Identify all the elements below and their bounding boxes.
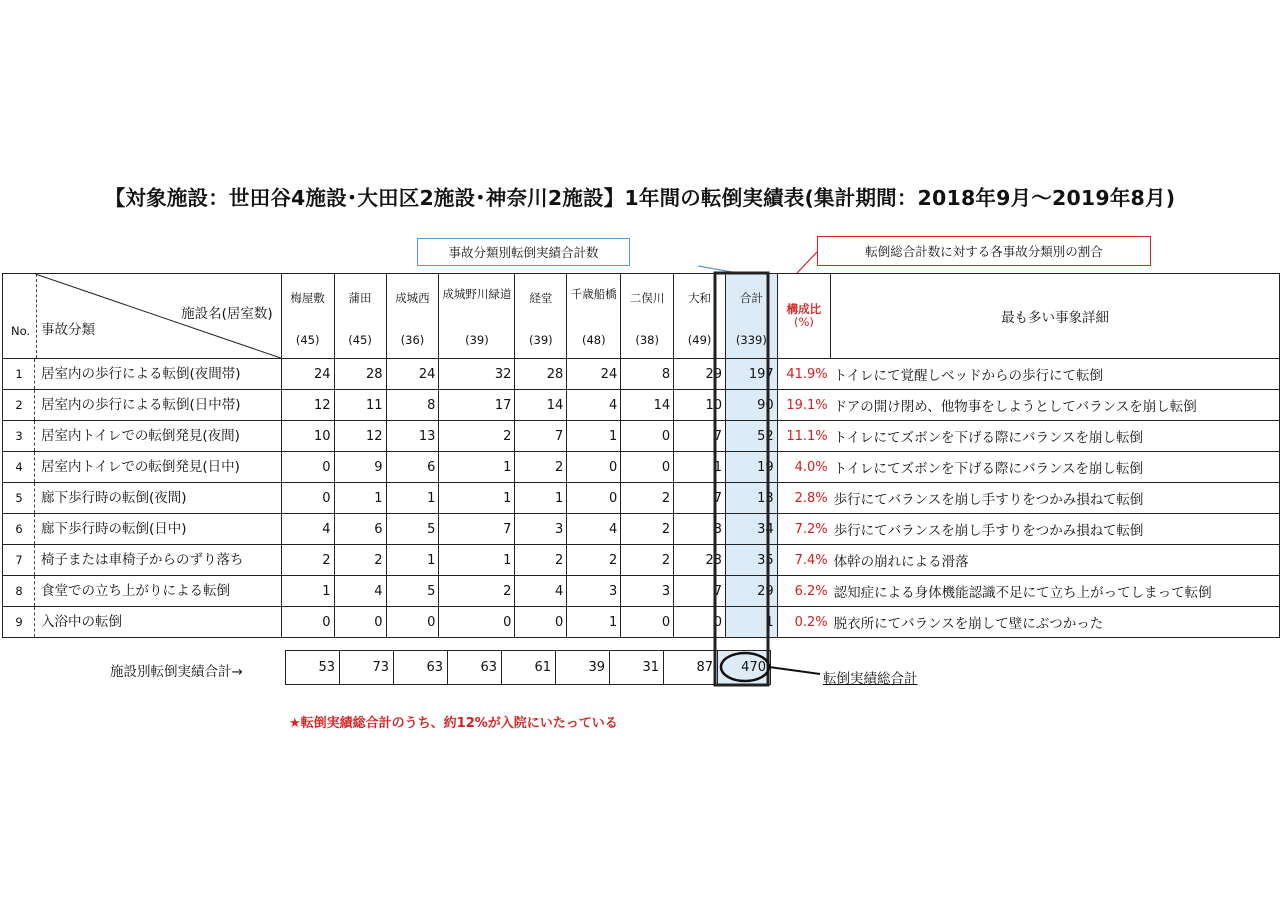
row-no: 6: [6, 514, 35, 544]
facility-count-cell: 24: [567, 359, 621, 390]
facility-count-cell: 0: [334, 607, 386, 638]
facility-count-cell: 24: [386, 359, 439, 390]
facility-count-cell: 24: [281, 359, 334, 390]
sum-rooms: (339): [735, 332, 767, 347]
row-no: 8: [6, 576, 35, 606]
facility-count-cell: 5: [386, 576, 439, 607]
facility-count-cell: 13: [386, 421, 439, 452]
facility-count-cell: 7: [674, 421, 726, 452]
facility-count-cell: 28: [515, 359, 567, 390]
facility-count-cell: 1: [439, 452, 515, 483]
table-row: [3, 359, 1280, 390]
facility-count-cell: 0: [386, 607, 439, 638]
facility-rooms: (45): [295, 332, 320, 347]
no-column-divider: [36, 274, 37, 358]
row-detail-cell: トイレにてズボンを下げる際にバランスを崩し転倒: [831, 421, 1280, 452]
facility-count-cell: 32: [439, 359, 515, 390]
facility-count-cell: 3: [674, 514, 726, 545]
row-category: 居室内トイレでの転倒発見(日中): [41, 459, 240, 475]
row-ratio-cell: 41.9%: [777, 359, 830, 390]
row-detail-cell: トイレにてズボンを下げる際にバランスを崩し転倒: [831, 452, 1280, 483]
facility-count-cell: 1: [439, 545, 515, 576]
row-no: 9: [6, 607, 35, 637]
row-ratio-cell: 19.1%: [777, 390, 830, 421]
facility-count-cell: 7: [515, 421, 567, 452]
facility-total-cell: 63: [394, 651, 448, 685]
facility-count-cell: 0: [621, 452, 674, 483]
facility-total-cell: 39: [556, 651, 610, 685]
facility-count-cell: 1: [386, 483, 439, 514]
row-ratio-cell: 7.4%: [777, 545, 830, 576]
facility-name: 成城西: [395, 290, 430, 305]
facility-count-cell: 2: [621, 483, 674, 514]
facility-count-cell: 0: [621, 607, 674, 638]
table-row: [3, 607, 1280, 638]
table-row: [3, 514, 1280, 545]
facility-count-cell: 28: [334, 359, 386, 390]
facility-count-cell: 7: [674, 483, 726, 514]
row-sum-cell: 13: [726, 483, 778, 514]
facility-rooms: (36): [400, 332, 425, 347]
facility-name: 蒲田: [348, 290, 372, 305]
facility-count-cell: 1: [567, 607, 621, 638]
facility-count-cell: 4: [567, 390, 621, 421]
header-facility-name: 施設名(居室数): [181, 306, 273, 322]
row-category: 居室内の歩行による転倒(日中帯): [41, 397, 241, 413]
facility-total-label: 施設別転倒実績合計→: [110, 664, 243, 680]
facility-name: 千歳船橋: [570, 286, 617, 301]
header-facility: [674, 274, 726, 359]
facility-rooms: (39): [529, 332, 553, 347]
facility-count-cell: 2: [567, 545, 621, 576]
ratio-label: 構成比: [786, 302, 822, 316]
facility-count-cell: 29: [674, 359, 726, 390]
row-no: 3: [6, 421, 35, 451]
callout-category-total: 事故分類別転倒実績合計数: [417, 238, 630, 266]
row-category: 入浴中の転倒: [41, 614, 122, 630]
row-category: 居室内トイレでの転倒発見(夜間): [41, 428, 240, 444]
facility-count-cell: 0: [281, 452, 334, 483]
header-facility: [567, 274, 621, 359]
facility-name: 梅屋敷: [290, 290, 325, 305]
facility-count-cell: 6: [386, 452, 439, 483]
row-no: 2: [6, 390, 35, 420]
row-ratio-cell: 0.2%: [777, 607, 830, 638]
callout-ratio: 転倒総合計数に対する各事故分類別の割合: [817, 236, 1151, 266]
facility-count-cell: 3: [515, 514, 567, 545]
facility-total-cell: 61: [502, 651, 556, 685]
facility-count-cell: 2: [281, 545, 334, 576]
row-sum-cell: 35: [726, 545, 778, 576]
header-facility: [439, 274, 515, 359]
facility-total-cell: 53: [286, 651, 340, 685]
grand-total-pointer: [769, 667, 820, 674]
facility-count-cell: 3: [567, 576, 621, 607]
row-sum-cell: 19: [726, 452, 778, 483]
row-category: 廊下歩行時の転倒(夜間): [41, 490, 187, 506]
header-facility: [621, 274, 674, 359]
facility-count-cell: 11: [334, 390, 386, 421]
row-detail-cell: 歩行にてバランスを崩し手すりをつかみ損ねて転倒: [831, 514, 1280, 545]
row-sum-cell: 197: [726, 359, 778, 390]
facility-count-cell: 1: [674, 452, 726, 483]
row-category: 居室内の歩行による転倒(夜間帯): [41, 366, 241, 382]
callout-red-pointer: [797, 252, 817, 273]
header-row: [3, 274, 1280, 359]
facility-count-cell: 4: [334, 576, 386, 607]
row-detail-cell: トイレにて覚醒しベッドからの歩行にて転倒: [831, 359, 1280, 390]
facility-count-cell: 0: [281, 607, 334, 638]
facility-name: 二俣川: [629, 290, 665, 305]
facility-total-table: [285, 650, 771, 685]
facility-count-cell: 4: [515, 576, 567, 607]
header-detail: 最も多い事象詳細: [831, 274, 1280, 359]
facility-count-cell: 14: [621, 390, 674, 421]
facility-count-cell: 2: [439, 421, 515, 452]
row-sum-cell: 90: [726, 390, 778, 421]
facility-count-cell: 0: [439, 607, 515, 638]
facility-rooms: (49): [687, 332, 712, 347]
facility-count-cell: 9: [334, 452, 386, 483]
sum-label: 合計: [739, 290, 763, 305]
facility-count-cell: 14: [515, 390, 567, 421]
table-row: [3, 421, 1280, 452]
facility-count-cell: 0: [674, 607, 726, 638]
facility-count-cell: 7: [674, 576, 726, 607]
category-cell: [3, 576, 282, 607]
facility-count-cell: 10: [674, 390, 726, 421]
row-ratio-cell: 4.0%: [777, 452, 830, 483]
row-ratio-cell: 6.2%: [777, 576, 830, 607]
row-no: 4: [6, 452, 35, 482]
page-title: 【対象施設：世田谷4施設･大田区2施設･神奈川2施設】1年間の転倒実績表(集計期間：2018年9月～2019年8月): [104, 186, 1176, 210]
callout-blue-pointer: [698, 266, 738, 273]
facility-count-cell: 2: [334, 545, 386, 576]
facility-count-cell: 8: [386, 390, 439, 421]
category-cell: [3, 390, 282, 421]
facility-count-cell: 1: [386, 545, 439, 576]
facility-count-cell: 1: [281, 576, 334, 607]
hospitalization-note: ★転倒実績総合計のうち、約12%が入院にいたっている: [289, 716, 618, 731]
row-sum-cell: 52: [726, 421, 778, 452]
facility-total-cell: 73: [340, 651, 394, 685]
facility-count-cell: 17: [439, 390, 515, 421]
row-detail-cell: 体幹の崩れによる滑落: [831, 545, 1280, 576]
facility-count-cell: 1: [334, 483, 386, 514]
facility-count-cell: 1: [515, 483, 567, 514]
facility-count-cell: 10: [281, 421, 334, 452]
category-cell: [3, 483, 282, 514]
facility-count-cell: 6: [334, 514, 386, 545]
table-row: [3, 390, 1280, 421]
header-ratio: [777, 274, 830, 359]
row-sum-cell: 34: [726, 514, 778, 545]
facility-total-cell: 31: [610, 651, 664, 685]
facility-total-cell: 63: [448, 651, 502, 685]
row-ratio-cell: 2.8%: [777, 483, 830, 514]
row-no: 5: [6, 483, 35, 513]
facility-count-cell: 8: [621, 359, 674, 390]
row-detail-cell: 歩行にてバランスを崩し手すりをつかみ損ねて転倒: [831, 483, 1280, 514]
table-row: [3, 545, 1280, 576]
facility-count-cell: 2: [621, 545, 674, 576]
header-facility: [515, 274, 567, 359]
header-no: No.: [11, 324, 31, 338]
row-detail-cell: 認知症による身体機能認識不足にて立ち上がってしまって転倒: [831, 576, 1280, 607]
facility-count-cell: 23: [674, 545, 726, 576]
table-row: [3, 452, 1280, 483]
table-row: [3, 576, 1280, 607]
category-cell: [3, 514, 282, 545]
facility-count-cell: 4: [567, 514, 621, 545]
facility-count-cell: 0: [281, 483, 334, 514]
category-cell: [3, 421, 282, 452]
row-category: 食堂での立ち上がりによる転倒: [41, 583, 230, 599]
facility-count-cell: 12: [281, 390, 334, 421]
facility-count-cell: 7: [439, 514, 515, 545]
facility-rooms: (38): [635, 332, 659, 347]
row-sum-cell: 1: [726, 607, 778, 638]
row-sum-cell: 29: [726, 576, 778, 607]
facility-total-cell: 87: [664, 651, 718, 685]
grand-total-cell: 470: [718, 651, 771, 685]
category-cell: [3, 607, 282, 638]
row-category: 椅子または車椅子からのずり落ち: [41, 552, 244, 568]
facility-name: 成城野川緑道: [442, 286, 512, 301]
facility-count-cell: 2: [439, 576, 515, 607]
category-cell: [3, 452, 282, 483]
header-facility: [281, 274, 334, 359]
row-ratio-cell: 7.2%: [777, 514, 830, 545]
facility-count-cell: 2: [515, 545, 567, 576]
facility-count-cell: 1: [567, 421, 621, 452]
facility-count-cell: 12: [334, 421, 386, 452]
row-ratio-cell: 11.1%: [777, 421, 830, 452]
header-facility: [334, 274, 386, 359]
row-no: 7: [6, 545, 35, 575]
header-category: 事故分類: [41, 322, 95, 338]
facility-total-row: [286, 651, 771, 685]
header-sum: [726, 274, 778, 359]
facility-count-cell: 2: [515, 452, 567, 483]
fall-statistics-table: [2, 273, 1280, 638]
facility-count-cell: 0: [567, 483, 621, 514]
facility-rooms: (39): [465, 332, 489, 347]
facility-rooms: (48): [581, 332, 606, 347]
row-category: 廊下歩行時の転倒(日中): [41, 521, 187, 537]
facility-count-cell: 0: [515, 607, 567, 638]
facility-name: 経堂: [529, 290, 553, 305]
facility-count-cell: 1: [439, 483, 515, 514]
facility-count-cell: 3: [621, 576, 674, 607]
facility-count-cell: 2: [621, 514, 674, 545]
category-cell: [3, 359, 282, 390]
ratio-unit: (%): [793, 315, 814, 329]
row-detail-cell: ドアの開け閉め、他物事をしようとしてバランスを崩し転倒: [831, 390, 1280, 421]
facility-count-cell: 4: [281, 514, 334, 545]
row-no: 1: [6, 359, 35, 389]
facility-count-cell: 0: [621, 421, 674, 452]
row-detail-cell: 脱衣所にてバランスを崩して壁にぶつかった: [831, 607, 1280, 638]
facility-count-cell: 0: [567, 452, 621, 483]
facility-name: 大和: [688, 290, 712, 305]
facility-count-cell: 5: [386, 514, 439, 545]
category-cell: [3, 545, 282, 576]
grand-total-label: 転倒実績総合計: [823, 671, 918, 687]
table-row: [3, 483, 1280, 514]
header-corner: [3, 274, 282, 359]
facility-rooms: (45): [348, 332, 372, 347]
header-facility: [386, 274, 439, 359]
